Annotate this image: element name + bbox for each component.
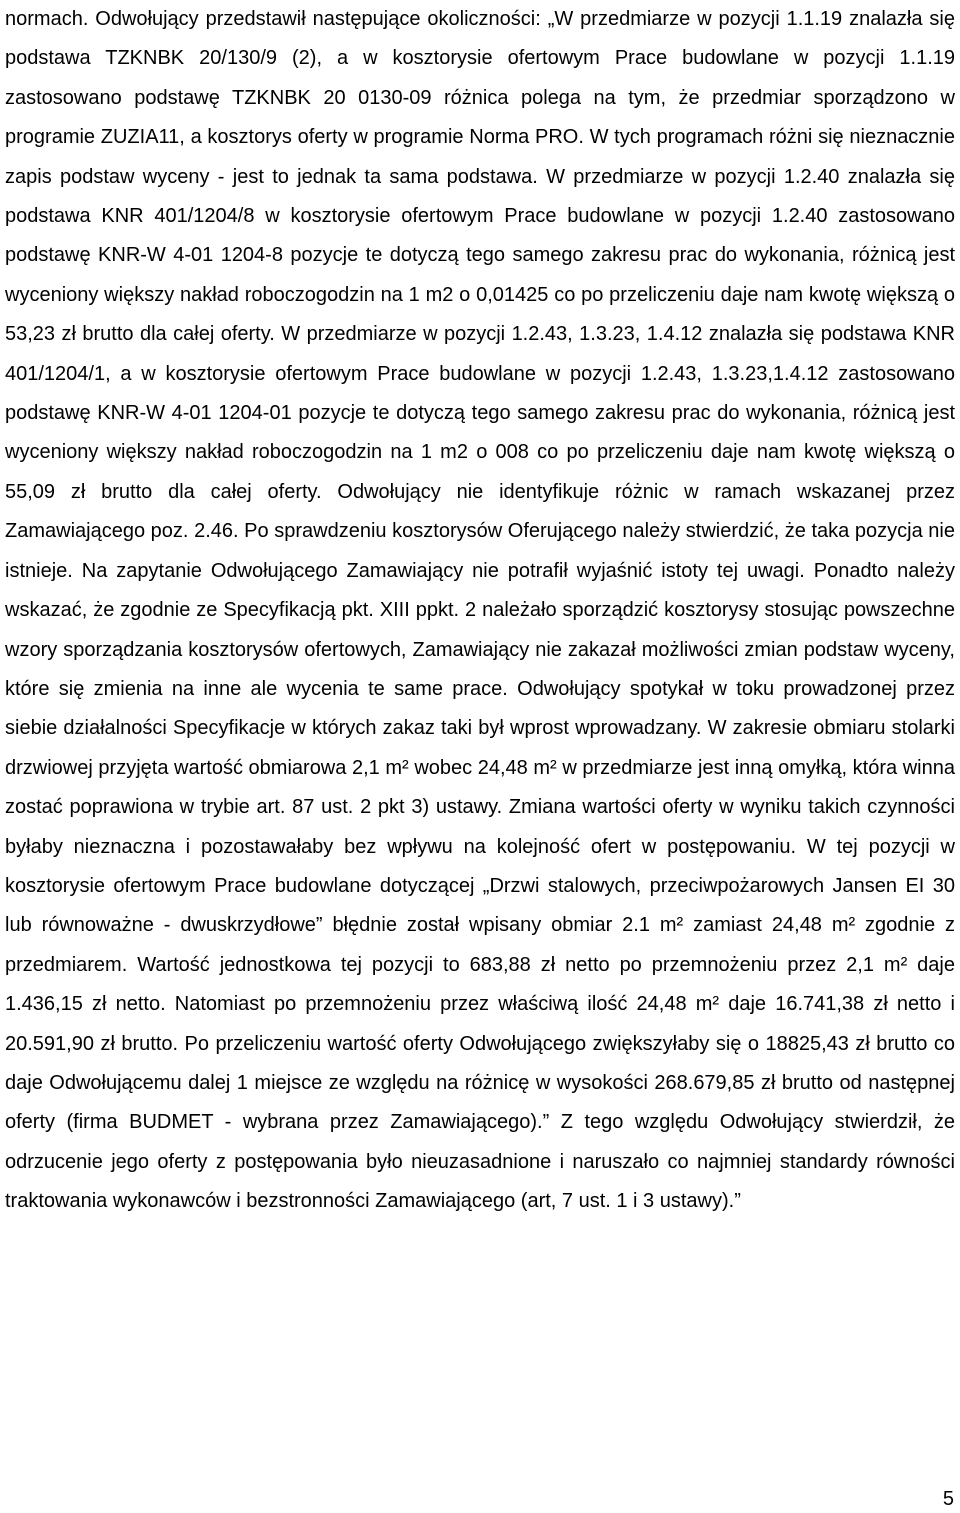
- page-number: 5: [942, 1488, 954, 1510]
- body-paragraph: normach. Odwołujący przedstawił następujące okoliczności: „W przedmiarze w pozycji 1.1.19 znalazła się podstawa TZKNBK 20/130/9 (2), a w kosztorysie ofertowym Prace budowlane w pozycji 1.1.19 zastosowano podstawę TZKNBK 20 0130-09 różnica polega na tym, że przedmiar sporządzono w programie ZUZIA11, a kosztorys oferty w programie Norma PRO. W tych programach różni się nieznacznie zapis podstaw wyceny - jest to jednak ta sama podstawa. W przedmiarze w pozycji 1.2.40 znalazła się podstawa KNR 401/1204/8 w kosztorysie ofertowym Prace budowlane w pozycji 1.2.40 zastosowano podstawę KNR-W 4-01 1204-8 pozycje te dotyczą tego samego zakresu prac do wykonania, różnicą jest wyceniony większy nakład roboczogodzin na 1 m2 o 0,01425 co po przeliczeniu daje nam kwotę większą o 53,23 zł brutto dla całej oferty. W przedmiarze w pozycji 1.2.43, 1.3.23, 1.4.12 znalazła się podstawa KNR 401/1204/1, a w kosztorysie ofertowym Prace budowlane w pozycji 1.2.43, 1.3.23,1.4.12 zastosowano podstawę KNR-W 4-01 1204-01 pozycje te dotyczą tego samego zakresu prac do wykonania, różnicą jest wyceniony większy nakład roboczogodzin na 1 m2 o 008 co po przeliczeniu daje nam kwotę większą o 55,09 zł brutto dla całej oferty. Odwołujący nie identyfikuje różnic w ramach wskazanej przez Zamawiającego poz. 2.46. Po sprawdzeniu kosztorysów Oferującego należy stwierdzić, że taka pozycja nie istnieje. Na zapytanie Odwołującego Zamawiający nie potrafił wyjaśnić istoty tej uwagi. Ponadto należy wskazać, że zgodnie ze Specyfikacją pkt. XIII ppkt. 2 należało sporządzić kosztorysy stosując powszechne wzory sporządzania kosztorysów ofertowych, Zamawiający nie zakazał możliwości zmian podstaw wyceny, które się zmienia na inne ale wycenia te same prace. Odwołujący spotykał w toku prowadzonej przez siebie działalności Specyfikacje w których zakaz taki był wprost wprowadzany. W zakresie obmiaru stolarki drzwiowej przyjęta wartość obmiarowa 2,1 m² wobec 24,48 m² w przedmiarze jest inną omyłką, która winna zostać poprawiona w trybie art. 87 ust. 2 pkt 3) ustawy. Zmiana wartości oferty w wyniku takich czynności byłaby nieznaczna i pozostawałaby bez wpływu na kolejność ofert w postępowaniu. W tej pozycji w kosztorysie ofertowym Prace budowlane dotyczącej „Drzwi stalowych, przeciwpożarowych Jansen EI 30 lub równoważne - dwuskrzydłowe” błędnie został wpisany obmiar 2.1 m² zamiast 24,48 m² zgodnie z przedmiarem. Wartość jednostkowa tej pozycji to 683,88 zł netto po przemnożeniu przez 2,1 m² daje 1.436,15 zł netto. Natomiast po przemnożeniu przez właściwą ilość 24,48 m² daje 16.741,38 zł netto i 20.591,90 zł brutto. Po przeliczeniu wartość oferty Odwołującego zwiększyłaby się o 18825,43 zł brutto co daje Odwołującemu dalej 1 miejsce ze względu na różnicę w wysokości 268.679,85 zł brutto od następnej oferty (firma BUDMET - wybrana przez Zamawiającego).” Z tego względu Odwołujący stwierdził, że odrzucenie jego oferty z postępowania było nieuzasadnione i naruszało co najmniej standardy równości traktowania wykonawców i bezstronności Zamawiającego (art, 7 ust. 1 i 3 ustawy).”: [5, 8, 955, 1213]
